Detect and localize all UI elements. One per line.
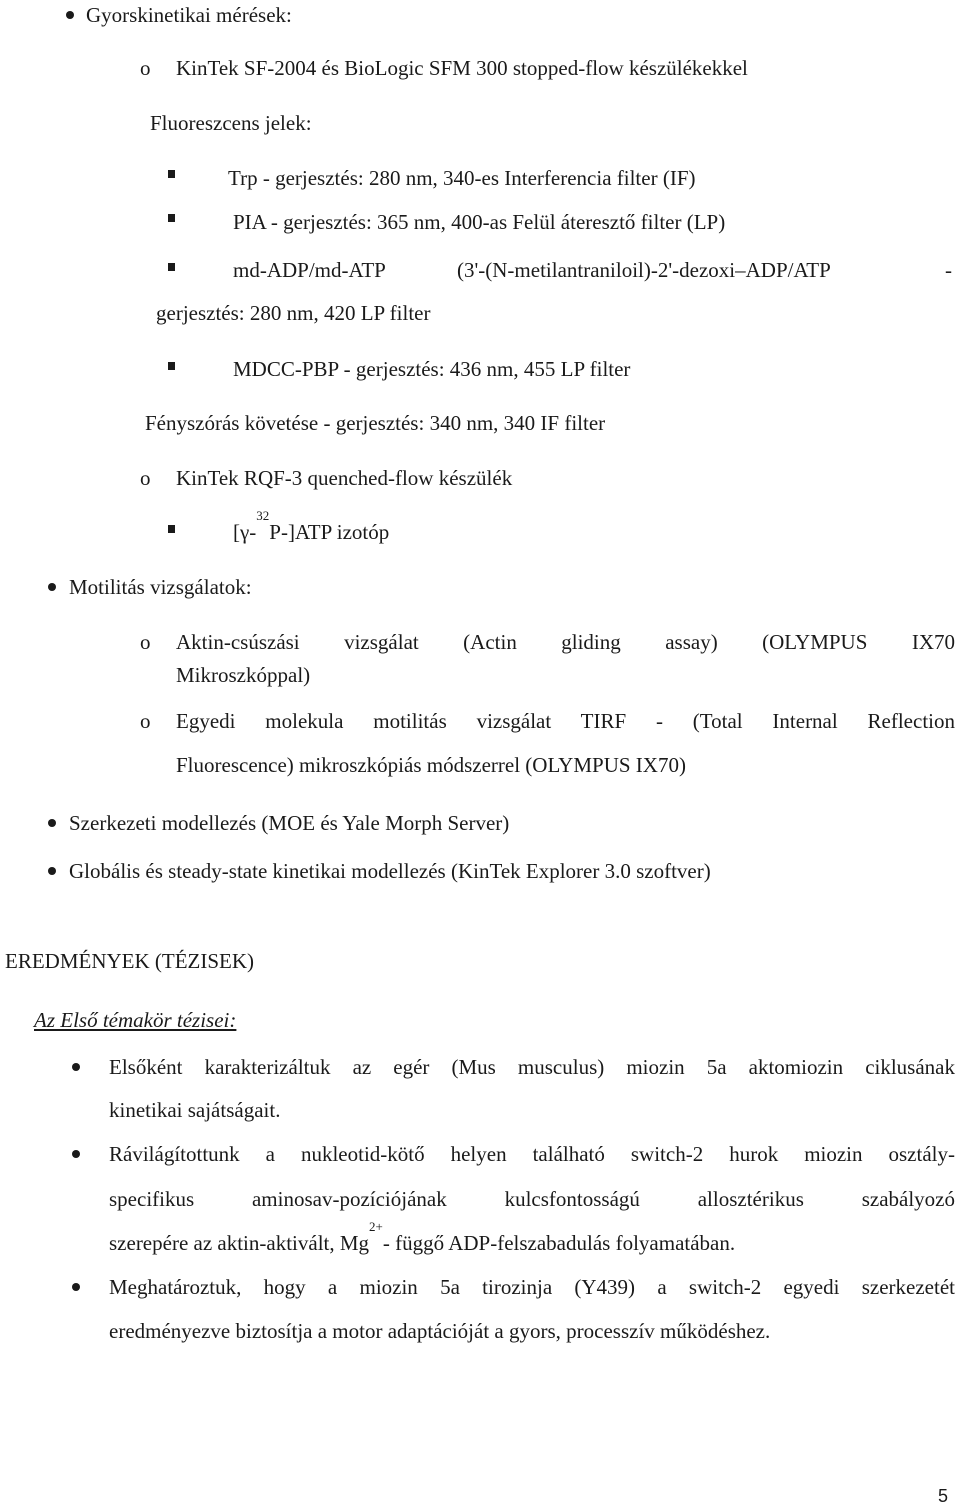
mdadp-item-b: (3'-(N-metilantraniloil)-2'-dezoxi–ADP/ATP <box>457 258 831 282</box>
bullet-square <box>168 362 175 370</box>
results-heading: EREDMÉNYEK (TÉZISEK) <box>5 949 255 973</box>
bullet-o: o <box>140 56 151 80</box>
thesis2-line3 <box>109 1219 736 1256</box>
bullet-o: o <box>140 466 151 490</box>
kintek-sf-item: KinTek SF-2004 és BioLogic SFM 300 stopped-flow készülékekkel <box>176 56 748 80</box>
motility-heading: Motilitás vizsgálatok: <box>69 575 252 599</box>
thesis2-line3-pre: szerepére az aktin-aktivált, Mg <box>109 1231 370 1255</box>
mdadp-item-cont: gerjesztés: 280 nm, 420 LP filter <box>156 301 431 325</box>
thesis2-line3-post: - függő ADP-felszabadulás folyamatában. <box>382 1231 736 1255</box>
bullet-disc <box>48 867 56 875</box>
actin-line2: Mikroszkóppal) <box>176 663 311 687</box>
thesis1-line2: kinetikai sajátságait. <box>109 1098 281 1122</box>
thesis1-line1: Elsőként karakterizáltuk az egér (Mus musculus) miozin 5a aktomiozin ciklusának <box>109 1055 955 1079</box>
trp-item: Trp - gerjesztés: 280 nm, 340-es Interferencia filter (IF) <box>228 166 696 190</box>
kinetics-heading: Gyorskinetikai mérések: <box>86 3 292 27</box>
page-number: 5 <box>937 1486 948 1506</box>
single-line1: Egyedi molekula motilitás vizsgálat TIRF - (Total Internal Reflection <box>176 709 955 733</box>
bullet-o: o <box>140 709 151 733</box>
bullet-disc <box>48 583 56 591</box>
fluor-label: Fluoreszcens jelek: <box>150 111 312 135</box>
actin-line1: Aktin-csúszási vizsgálat (Actin gliding assay) (OLYMPUS IX70 <box>176 630 955 654</box>
pia-item: PIA - gerjesztés: 365 nm, 400-as Felül áteresztő filter (LP) <box>233 210 726 234</box>
light-scatter-line: Fényszórás követése - gerjesztés: 340 nm, 340 IF filter <box>145 411 606 435</box>
thesis2-line1: Rávilágítottunk a nukleotid-kötő helyen található switch-2 hurok miozin osztály- <box>109 1142 955 1166</box>
bullet-square <box>168 170 175 178</box>
bullet-square <box>168 214 175 222</box>
thesis3-line2: eredményezve biztosítja a motor adaptációját a gyors, processzív működéshez. <box>109 1319 771 1343</box>
results-subheading: Az Első témakör tézisei: <box>34 1008 237 1032</box>
bullet-disc <box>72 1063 80 1071</box>
thesis3-line1: Meghatároztuk, hogy a miozin 5a tirozinja (Y439) a switch-2 egyedi szerkezetét <box>109 1275 955 1299</box>
mdadp-item-a: md-ADP/md-ATP <box>233 258 386 282</box>
bullet-disc <box>72 1283 80 1291</box>
thesis2-line3-sup: 2+ <box>369 1219 383 1234</box>
isotope-pre: [γ- <box>233 520 257 544</box>
bullet-square <box>168 263 175 271</box>
rqf-item: KinTek RQF-3 quenched-flow készülék <box>176 466 513 490</box>
isotope-item <box>233 508 390 545</box>
bullet-o: o <box>140 630 151 654</box>
global-line: Globális és steady-state kinetikai modellezés (KinTek Explorer 3.0 szoftver) <box>69 859 711 883</box>
bullet-square <box>168 525 175 533</box>
bullet-disc <box>72 1150 80 1158</box>
bullet-disc <box>66 11 74 19</box>
isotope-post: P-]ATP izotóp <box>269 520 390 544</box>
bullet-disc <box>48 819 56 827</box>
structural-line: Szerkezeti modellezés (MOE és Yale Morph Server) <box>69 811 510 835</box>
thesis2-line2: specifikus aminosav-pozíciójának kulcsfontosságú allosztérikus szabályozó <box>109 1187 955 1211</box>
mdcc-item: MDCC-PBP - gerjesztés: 436 nm, 455 LP filter <box>233 357 631 381</box>
single-line2: Fluorescence) mikroszkópiás módszerrel (OLYMPUS IX70) <box>176 753 686 777</box>
mdadp-item-c: - <box>945 258 952 282</box>
isotope-sup: 32 <box>256 508 270 523</box>
